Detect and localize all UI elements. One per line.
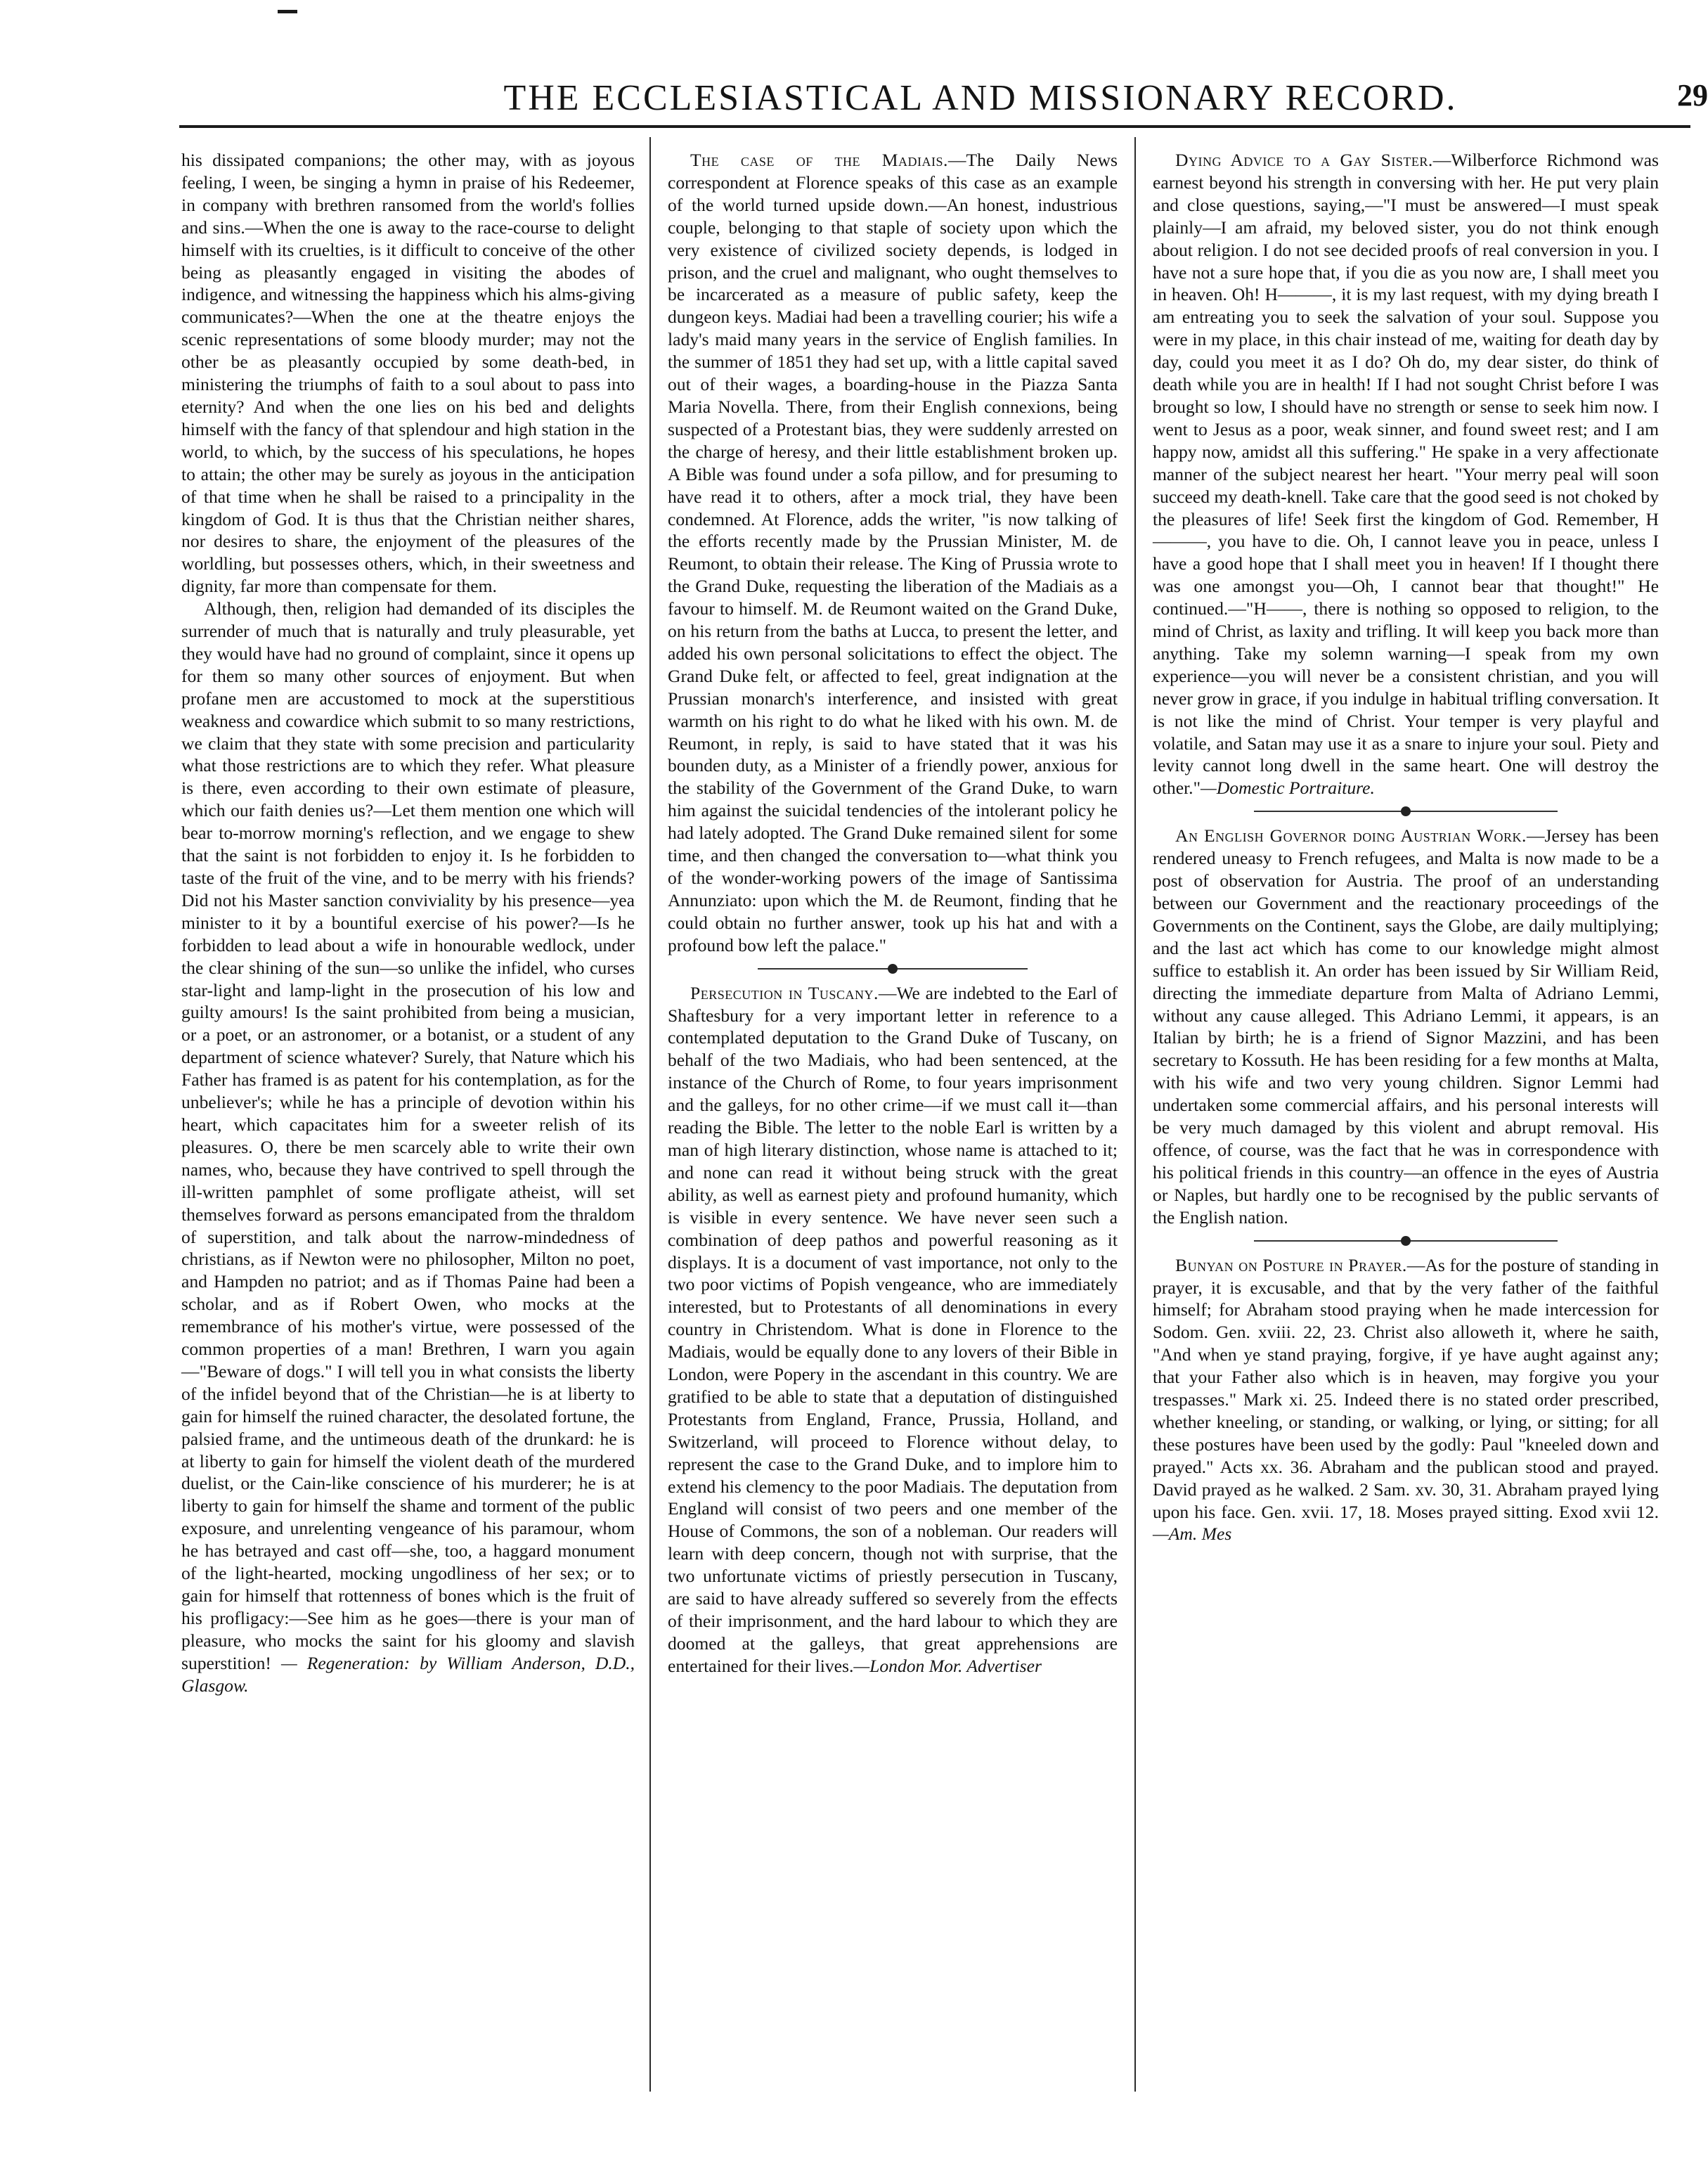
article-continuation-paragraph: his dissipated companions; the other may, with as joyous feeling, I ween, be singing a hymn in praise of his Redeemer, in company with brethren ransomed from the world's follies and sins.—When the one is away to the race-course to delight himself with its cruelties, is it difficult to conceive of the other being as pleasantly engaged in visiting the abodes of indigence, and witnessing the happiness which his alms-giving communicates?—When the one at the theatre enjoys the scenic representations of some bloody murder; may not the other be as pleasantly occupied by some death-bed, in ministering the triumphs of faith to a soul about to pass into eternity? And when the one lies on his bed and delights himself with the fancy of that splendour and high station in the world, to which, by the success of his speculations, he hopes to attain; the other may be surely as joyous in the anticipation of that time when he shall be raised to a principality in the kingdom of God. It is thus that the Christian neither shares, nor desires to share, the enjoyment of the pleasures of the worldling, but possesses others, which, in their sweetness and dignity, far more than compensate for them. <box>181 150 635 597</box>
header-rule <box>179 125 1690 128</box>
article-paragraph <box>181 598 635 1696</box>
printer-mark <box>278 10 297 13</box>
column-rule-1 <box>649 137 651 2092</box>
journal-title: THE ECCLESIASTICAL AND MISSIONARY RECORD. <box>503 78 1458 118</box>
article-body: —We are indebted to the Earl of Shaftesbury for a very important letter in reference to a contemplated deputation to the Grand Duke of Tuscany, on behalf of the two Madiais, who had been sentenced, at the instance of the Church of Rome, to four years imprisonment and the galleys, for no other crime—if we must call it—than reading the Bible. The letter to the noble Earl is written by a man of high literary distinction, whose name is attached to it; and none can read it without being struck with the great ability, as well as earnest piety and profound humanity, which is visible in every sentence. We have never seen such a combination of deep pathos and powerful reasoning as it displays. It is a document of vast importance, not only to the two poor victims of Popish vengeance, who are immediately interested, but to Protestants of all denominations in every country in Christendom. What is done in Florence to the Madiais, would be equally done to any lovers of their Bible in London, were Popery in the ascendant in this country. We are gratified to be able to state that a deputation of distinguished Protestants from England, France, Prussia, Holland, and Switzerland, will proceed to Florence without delay, to represent the case to the Grand Duke, and to implore him to extend his clemency to the poor Madiais. The deputation from England will consist of two peers and one member of the House of Commons, the son of a nobleman. Our readers will learn with deep concern, though not with surprise, that the two unfortunate victims of priestly persecution in Tuscany, are said to have already suffered so severely from the effects of their imprisonment, and the hard labour to which they are doomed at the galleys, that great apprehensions are entertained for their lives. <box>668 982 1118 1676</box>
column-left <box>181 149 635 2102</box>
article-english-governor <box>1153 825 1659 1228</box>
article-dying-advice <box>1153 149 1659 799</box>
article-paragraph-text: Although, then, religion had demanded of its disciples the surrender of much that is naturally and truly pleasurable, yet they would have had no ground of complaint, since it opens up for them so many other sources of enjoyment. But when profane men are accustomed to mock at the superstitious weakness and cowardice which submit to so many restrictions, we claim that they state with some precision and particularity what those restrictions are to which they refer. What pleasure is there, even according to their own estimate of pleasure, which our faith denies us?—Let them mention one which will bear to-morrow morning's reflection, and we engage to shew that the saint is not forbidden to enjoy it. Is he forbidden to taste of the fruit of the vine, and to be merry with his friends? Did not his Master sanction conviviality by his presence—yea minister to it by a bountiful exercise of his power?—Is he forbidden to lead about a wife in honourable wedlock, under the clear shining of the sun—so unlike the infidel, who curses star-light and lamp-light in the prosecution of his low and guilty amours! Is the saint prohibited from being a musician, or a poet, or an astronomer, or a botanist, or a student of any department of science whatever? Surely, that Nature which his Father has framed is as patent for his contemplation, as for the unbeliever's; while he has a principle of devotion within his heart, which capacitates him for a sweeter relish of its pleasures. O, there be men scarcely able to write their own names, who, because they have contrived to spell through the ill-written pamphlet of some profligate atheist, will set themselves forward as persons emancipated from the thraldom of superstition, and talk about the narrow-mindedness of christians, as if Newton were no philosopher, Milton no poet, and Hampden no patriot; and as if Thomas Paine had been a scholar, and as if Robert Owen, who mocks at the remembrance of his mother's virtue, were possessed of the common properties of a man! Brethren, I warn you again—"Beware of dogs." I will tell you in what consists the liberty of the infidel beyond that of the Christian—he is at liberty to gain for himself the ruined character, the desolated fortune, the palsied frame, and the untimeous death of the drunkard: he is at liberty to gain for himself the violent death of the murdered duelist, or the Cain-like conscience of his murderer; he is at liberty to gain for himself the shame and torment of the public exposure, and unrelenting vengeance of his paramour, whom he has betrayed and cast off—she, too, a haggard monument of the light-hearted, mocking ungodliness of her sex; or to gain for himself that rottenness of bones which is the fruit of his profligacy:—See him as he goes—there is your man of pleasure, who mocks the saint for his gloomy and slavish superstition! <box>181 598 635 1673</box>
article-separator <box>758 968 1028 970</box>
article-separator <box>1254 1240 1558 1242</box>
article-separator <box>1254 811 1558 812</box>
column-rule-2 <box>1134 137 1136 2092</box>
article-bunyan-prayer <box>1153 1254 1659 1546</box>
article-persecution-tuscany <box>668 982 1118 1677</box>
column-middle <box>668 149 1118 2102</box>
article-body: —Jersey has been rendered uneasy to French refugees, and Malta is now made to be a post of observation for Austria. The proof of an understanding between our Government and the reactionary proceedings of the Governments on the Continent, says the Globe, are daily multiplying; and the last act which has come to our knowledge might almost suffice to establish it. An order has been issued by Sir William Reid, directing the immediate departure from Malta of Adriano Lemmi, without any cause alleged. This Adriano Lemmi, it appears, is an Italian by birth; he is a friend of Signor Mazzini, and has been secretary to Kossuth. He has been residing for a few months at Malta, with his wife and two very young children. Signor Lemmi had undertaken some commercial affairs, and his personal interests will be very much damaged by this violent and abrupt removal. His offence, of course, was the fact that he was in correspondence with his political friends in this country—an offence in the eyes of Austria or Naples, but hardly one to be recognised by the public servants of the English nation. <box>1153 825 1659 1228</box>
article-heading: Dying Advice to a Gay Sister. <box>1175 150 1433 170</box>
article-heading: An English Governor doing Austrian Work. <box>1175 825 1527 846</box>
article-heading: Persecution in Tuscany. <box>690 982 879 1003</box>
article-heading: The case of the Madiais. <box>690 150 948 170</box>
article-source: — Regeneration: by William Anderson, D.D., Glasgow. <box>181 1652 635 1696</box>
article-madiais <box>668 149 1118 957</box>
article-heading: Bunyan on Posture in Prayer. <box>1175 1254 1407 1275</box>
article-body: —As for the posture of standing in prayer, it is excusable, and that by the very father of the faithful himself; for Abraham stood praying when he made intercession for Sodom. Gen. xviii. 22, 23. Christ also alloweth it, where he saith, "And when ye stand praying, forgive, if ye have aught against any; that your Father also which is in heaven, may forgive you your trespasses." Mark xi. 25. Indeed there is no stated order prescribed, whether kneeling, or standing, or walking, or lying, or sitting; for all these postures have been used by the godly: Paul "kneeled down and prayed." Acts xx. 36. Abraham and the publican stood and prayed. David prayed as he walked. 2 Sam. xv. 30, 31. Abraham prayed lying upon his face. Gen. xvii. 17, 18. Moses prayed sitting. Exod xvii 12. <box>1153 1254 1659 1522</box>
column-right <box>1153 149 1659 2102</box>
page-header <box>190 77 1708 127</box>
article-body: —The Daily News correspondent at Florence speaks of this case as an example of the world turned upside down.—An honest, industrious couple, belonging to that staple of society upon which the very existence of civilized society depends, is lodged in prison, and the cruel and malignant, who ought themselves to be incarcerated as a measure of public safety, keep the dungeon keys. Madiai had been a travelling courier; his wife a lady's maid many years in the service of English families. In the summer of 1851 they had set up, with a little capital saved out of their wages, a boarding-house in the Piazza Santa Maria Novella. There, from their English connexions, being suspected of a Protestant bias, they were suddenly arrested on the charge of heresy, and their little establishment broken up. A Bible was found under a sofa pillow, and for presuming to have read it to others, after a mock trial, they have been condemned. At Florence, adds the writer, "is now talking of the efforts recently made by the Prussian Minister, M. de Reumont, to obtain their release. The King of Prussia wrote to the Grand Duke, requesting the liberation of the Madiais as a favour to himself. M. de Reumont waited on the Grand Duke, on his return from the baths at Lucca, to present the letter, and added his own personal solicitations to effect the object. The Grand Duke felt, or affected to feel, great indignation at the Prussian monarch's interference, and insisted with great warmth on his right to do what he liked with his own. M. de Reumont, in reply, is said to have stated that it was his bounden duty, as a Minister of a friendly power, anxious for the stability of the Government of the Grand Duke, to warn him against the suicidal tendencies of the intolerant policy he had lately adopted. The Grand Duke remained silent for some time, and then changed the conversation to—what think you of the wonder-working powers of the image of Santissima Annunziato: upon which the M. de Reumont, finding that he could obtain no further answer, took up his hat and with a profound bow left the palace." <box>668 150 1118 955</box>
page-number: 29 <box>1677 78 1708 112</box>
article-body: —Wilberforce Richmond was earnest beyond his strength in conversing with her. He put very plain and close questions, saying,—"I must be answered—I must speak plainly—I am afraid, my beloved sister, you do not think enough about religion. I do not see decided proofs of real conversion in you. I have not a sure hope that, if you die as you now are, I shall meet you in heaven. Oh! H———, it is my last request, with my dying breath I am entreating you to seek the salvation of your soul. Suppose you were in my place, in this chair instead of me, waiting for death day by day, could you meet it as I do? Oh do, my dear sister, do think of death while you are in health! If I had not sought Christ before I was brought so low, I should have no strength or sense to seek him now. I went to Jesus as a poor, weak sinner, and found sweet rest; and I am happy now, amidst all this suffering." He spake in a very affectionate manner of the subject nearest her heart. "Your merry peal will soon succeed my death-knell. Take care that the good seed is not choked by the pleasures of life! Seek first the kingdom of God. Remember, H———, you have to die. Oh, I cannot leave you in peace, unless I have a good hope that I shall meet you in heaven! If I thought there was one amongst you—Oh, I cannot bear that thought!" He continued.—"H——, there is nothing so opposed to religion, to the mind of Christ, as laxity and trifling. It will keep you back more than anything. Take my solemn warning—I speak from my own experience—you will never be a consistent christian, and you will never grow in grace, if you indulge in habitual trifling conversation. It is not like the mind of Christ. Your temper is very playful and volatile, and Satan may use it as a snare to injure your soul. Piety and levity cannot long dwell in the same heart. One will destroy the other." <box>1153 150 1659 799</box>
article-source: —Am. Mes <box>1153 1524 1232 1545</box>
article-source: —London Mor. Advertiser <box>853 1655 1042 1676</box>
article-source: —Domestic Portraiture. <box>1201 778 1375 799</box>
